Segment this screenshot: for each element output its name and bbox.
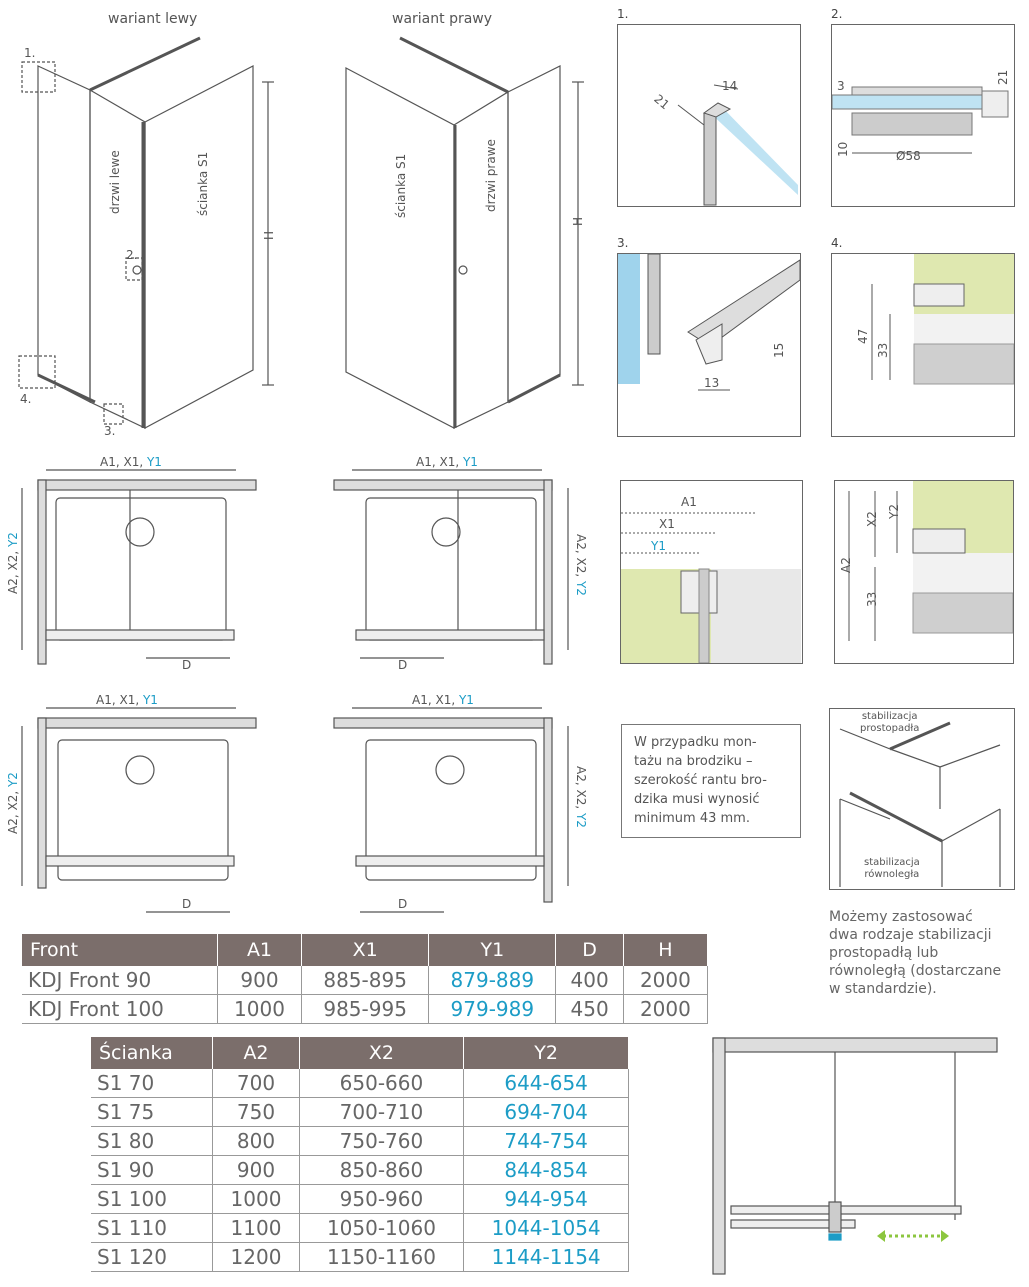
plan-views (0, 460, 600, 920)
table-row: S1 110 1100 1050-1060 1044-1054 (91, 1214, 629, 1243)
callout-2: 2. (126, 248, 138, 262)
left-wall-label: ścianka S1 (196, 151, 210, 216)
plan2-door-label: D (398, 658, 408, 672)
left-height-label: H (262, 230, 276, 240)
front-table (22, 934, 708, 1024)
plan2-width-label: A1, X1, Y1 (416, 455, 478, 469)
detail-4 (831, 253, 1015, 437)
table-row: S1 70 700 650-660 644-654 (91, 1069, 629, 1098)
wall-table (91, 1037, 629, 1272)
detail-5 (620, 480, 803, 664)
front-table-header (22, 934, 708, 966)
table-row: KDJ Front 100 1000 985-995 979-989 450 2000 (22, 995, 708, 1024)
plan3-door-label: D (182, 897, 192, 911)
left-variant-drawing (19, 38, 274, 428)
table-row: S1 80 800 750-760 744-754 (91, 1127, 629, 1156)
detail-2-dim-3: 3 (837, 79, 845, 93)
plan1-width-label: A1, X1, Y1 (100, 455, 162, 469)
header-x1: X1 (302, 934, 429, 966)
header-a2: A2 (213, 1037, 299, 1069)
plan1-door-label: D (182, 658, 192, 672)
detail-4-number: 4. (831, 236, 843, 250)
plan1-depth-label: A2, X2, Y2 (6, 532, 20, 594)
detail-6-a2: A2 (839, 557, 853, 573)
header-y2: Y2 (464, 1037, 629, 1069)
detail-6-dim-33: 33 (865, 591, 879, 607)
detail-2-dim-21: 21 (996, 69, 1010, 85)
callout-3: 3. (104, 424, 116, 438)
plan2-depth-label: A2, X2, Y2 (574, 534, 588, 596)
stabilization-parallel-label: stabilizacja równoległa (864, 857, 920, 880)
detail-3-dim-13: 13 (704, 376, 720, 390)
plan4-door-label: D (398, 897, 408, 911)
detail-5-a1: A1 (681, 495, 697, 509)
plan3-width-label: A1, X1, Y1 (96, 693, 158, 707)
detail-1-dim-b: 14 (722, 79, 738, 93)
right-variant-title: wariant prawy (392, 11, 493, 27)
header-y1: Y1 (429, 934, 556, 966)
detail-2-dim-10: 10 (836, 141, 850, 157)
detail-6-x2: X2 (865, 511, 879, 527)
detail-3-number: 3. (617, 236, 629, 250)
perspective-views (0, 30, 600, 440)
detail-5-x1: X1 (659, 517, 675, 531)
header-x2: X2 (299, 1037, 464, 1069)
detail-6-y2: Y2 (887, 504, 901, 519)
right-door-label: drzwi prawe (484, 139, 498, 212)
detail-4-dim-33: 33 (876, 342, 890, 358)
stabilization-perpendicular-label: stabilizacja prostopadła (860, 711, 920, 734)
plan3-depth-label: A2, X2, Y2 (6, 772, 20, 834)
detail-2 (831, 24, 1015, 207)
header-d: D (556, 934, 623, 966)
table-row: S1 90 900 850-860 844-854 (91, 1156, 629, 1185)
callout-4: 4. (20, 392, 32, 406)
header-front: Front (22, 934, 217, 966)
sliding-door-plan (705, 1030, 1005, 1280)
wall-table-header (91, 1037, 629, 1069)
stabilization-caption: Możemy zastosować dwa rodzaje stabilizacji prostopadłą lub równoległą (dostarczane w standardzie). (829, 909, 1002, 997)
plan4-width-label: A1, X1, Y1 (412, 693, 474, 707)
detail-3 (617, 253, 801, 437)
table-row: S1 75 750 700-710 694-704 (91, 1098, 629, 1127)
plan4-depth-label: A2, X2, Y2 (574, 766, 588, 828)
left-door-label: drzwi lewe (108, 150, 122, 214)
right-variant-drawing (346, 38, 584, 428)
right-height-label: H (571, 216, 585, 226)
detail-1 (617, 24, 801, 207)
right-wall-label: ścianka S1 (394, 153, 408, 218)
table-row: S1 120 1200 1150-1160 1144-1154 (91, 1243, 629, 1272)
detail-4-dim-47: 47 (856, 328, 870, 344)
tray-note: W przypadku mon- tażu na brodziku – szerokość rantu bro- dzika musi wynosić minimum 43 mm. (621, 724, 801, 838)
left-variant-title: wariant lewy (108, 11, 198, 27)
detail-1-dim-a: 21 (651, 91, 672, 113)
header-a1: A1 (217, 934, 301, 966)
detail-6 (834, 480, 1014, 664)
detail-1-number: 1. (617, 7, 629, 21)
stabilization-diagram (829, 708, 1015, 890)
header-wall: Ścianka (91, 1037, 213, 1069)
detail-5-y1: Y1 (651, 539, 666, 553)
detail-2-dim-58: Ø58 (896, 149, 921, 163)
table-row: KDJ Front 90 900 885-895 879-889 400 2000 (22, 966, 708, 995)
detail-2-number: 2. (831, 7, 843, 21)
header-h: H (623, 934, 707, 966)
detail-3-dim-15: 15 (772, 342, 786, 358)
table-row: S1 100 1000 950-960 944-954 (91, 1185, 629, 1214)
callout-1: 1. (24, 46, 36, 60)
